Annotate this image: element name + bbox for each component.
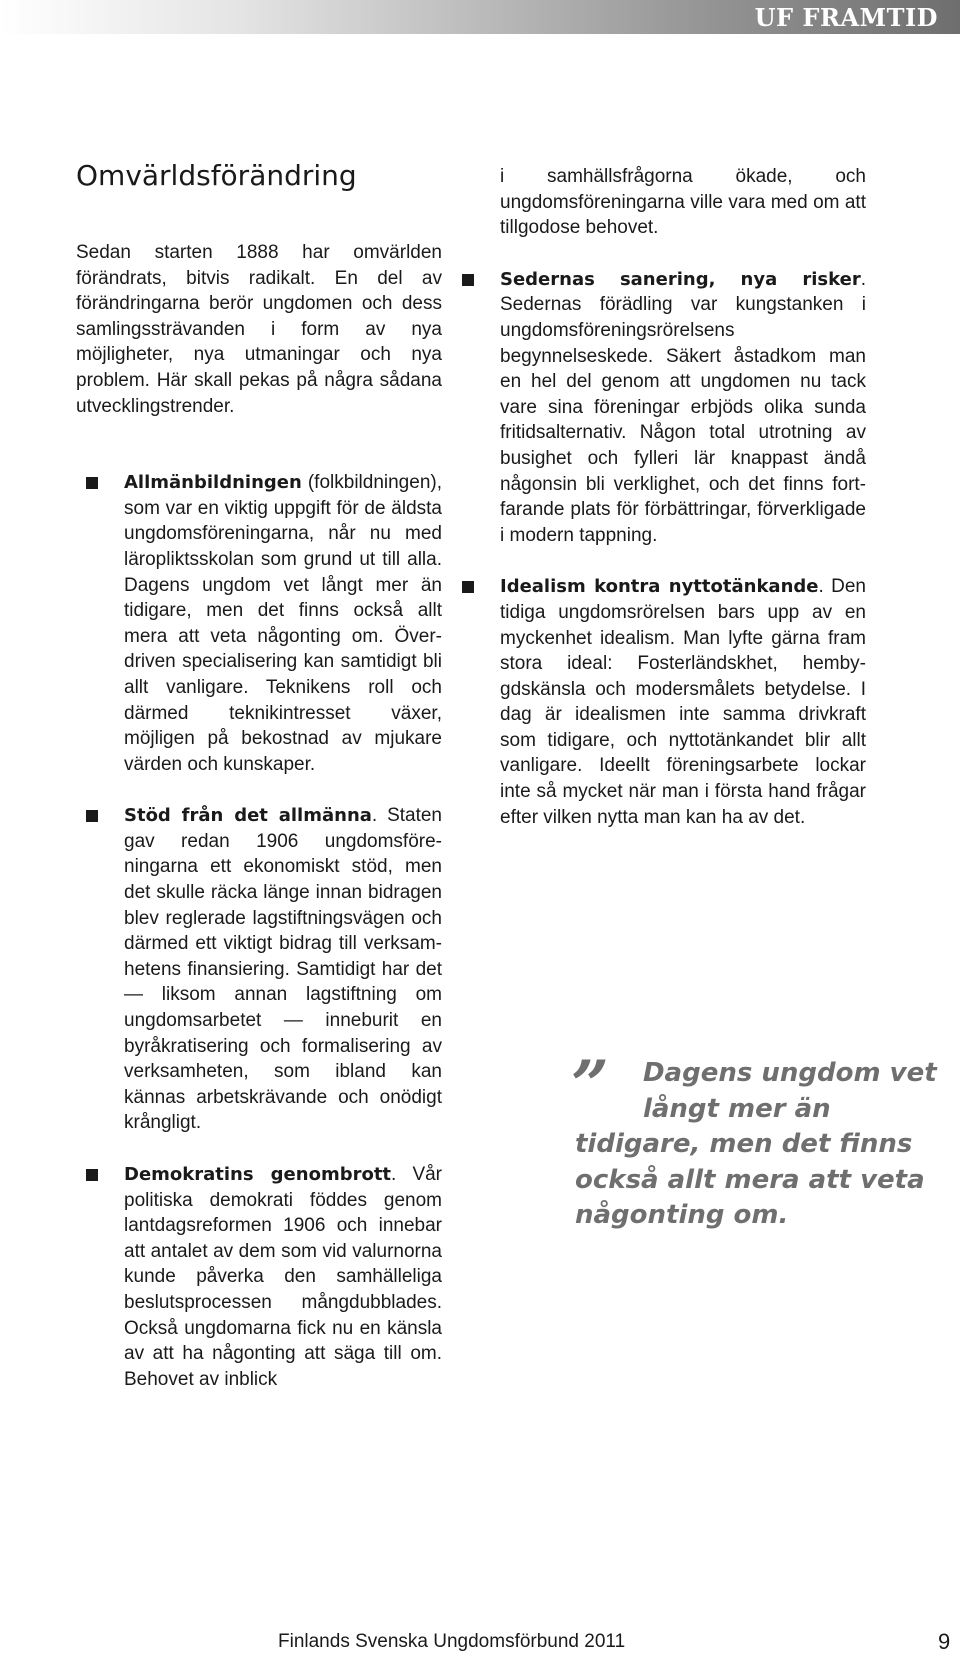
right-column	[500, 164, 866, 830]
bullet-sedernas-sanering	[450, 267, 866, 549]
bullet-allmanbildningen	[74, 470, 442, 777]
publication-title: UF FRAMTID	[754, 3, 938, 32]
bullet-heading: Idealism kontra nyttotänkande	[500, 576, 819, 598]
header-bar	[0, 0, 960, 34]
bullet-heading: Allmänbildningen	[124, 472, 302, 494]
square-bullet-icon	[86, 810, 98, 822]
pull-quote	[571, 1046, 955, 1234]
bullet-idealism-kontra-nyttotankande	[450, 574, 866, 830]
footer-publisher: Finlands Svenska Ungdomsförbund 2011	[278, 1631, 626, 1652]
bullet-text: . Den tidiga ungdomsrörelsen bars upp av en myckenhet idealism. Man lyfte gärna fram stora ideal: Fosterländskhet, hembygdskänsla och modersmålets betydelse. I dag är idealismen inte samma drivkraft som tidigare, och nyttotänkandet blir allt vanligare. Ideellt föreningsarbete lockar inte så mycket när man i första hand frågar efter vilken nytta man kan ha av det.	[500, 576, 866, 828]
intro-paragraph: Sedan starten 1888 har omvärlden förändrats, bitvis radikalt. En del av förändringarna berör ungdomen och dess samlingssträvanden i form av nya möjligheter, nya utmaningar och nya problem. Här skall pekas på några sådana utvecklingstrender.	[76, 242, 442, 417]
bullet-text: . Vår politiska demokrati föddes genom lantdagsreformen 1906 och innebar att antalet av dem som vid valurnorna kunde påverka den samhälleliga beslutsprocessen mångdubblades. Också ungdomarna fick nu en känsla av att ha någonting att säga till om. Behovet av inblick	[124, 1164, 443, 1390]
square-bullet-icon	[462, 581, 474, 593]
bullet-text: (folkbildningen), som var en viktig uppgift för de äldsta ungdomsföreningarna, når nu med läropliktsskolan som grund ut till alla. Dagens ungdom vet långt mer än tidigare, men det finns också allt mera att veta någonting om. Överdriven specialisering kan samtidigt bli allt vanligare. Teknikens roll och därmed teknikintresset växer, möjligen på bekostnad av mjukare värden och kunskaper.	[124, 472, 442, 775]
bullet-heading: Stöd från det allmänna	[124, 805, 372, 827]
square-bullet-icon	[86, 477, 98, 489]
bullet-heading: Demokratins genombrott	[124, 1164, 392, 1185]
pull-quote-text: Dagens ungdom vet långt mer än tidigare, men det finns också allt mera att veta någonting om.	[575, 1058, 937, 1230]
bullet-demokratins-genombrott	[74, 1162, 442, 1392]
quote-mark-icon: ”	[571, 1046, 609, 1124]
bullet-text: . Sedernas förädling var kungstanken i ungdomsföreningsrörelsens begynnelseskede. Säkert åstadkom man en hel del genom att ungdomen nu tack vare sina föreningar erbjöds olika sunda fritidsalternativ. Någon total utrotning av busighet och fylleri lär knappast ändå någonsin bli verklighet, och det finns fortfarande plats för förbättringar, förverkligade i modern tappning.	[500, 268, 866, 546]
continued-paragraph: i samhällsfrågorna ökade, och ungdomsföreningarna ville vara med om att tillgodose behovet.	[500, 166, 866, 239]
bullet-stod-fran-det-allmanna	[74, 803, 442, 1136]
bullet-text: . Staten gav redan 1906 ungdomsföreningarna ett ekonomiskt stöd, men det skulle räcka länge innan bidragen blev reglerade lagstiftningsvägen och därmed ett viktigt bidrag till verksamhetens finansiering. Samtidigt har det — liksom annan lagstiftning om ungdomsarbetet — inneburit en byråkratisering och formalisering av verksamheten, som ibland kan kännas arbetskrävande och onödigt krångligt.	[124, 805, 442, 1134]
left-column	[76, 240, 442, 1392]
square-bullet-icon	[86, 1169, 98, 1181]
square-bullet-icon	[462, 274, 474, 286]
article-title: Omvärldsförändring	[76, 159, 357, 192]
page-number: 9	[938, 1629, 951, 1654]
bullet-heading: Sedernas sanering, nya risker	[500, 268, 861, 290]
